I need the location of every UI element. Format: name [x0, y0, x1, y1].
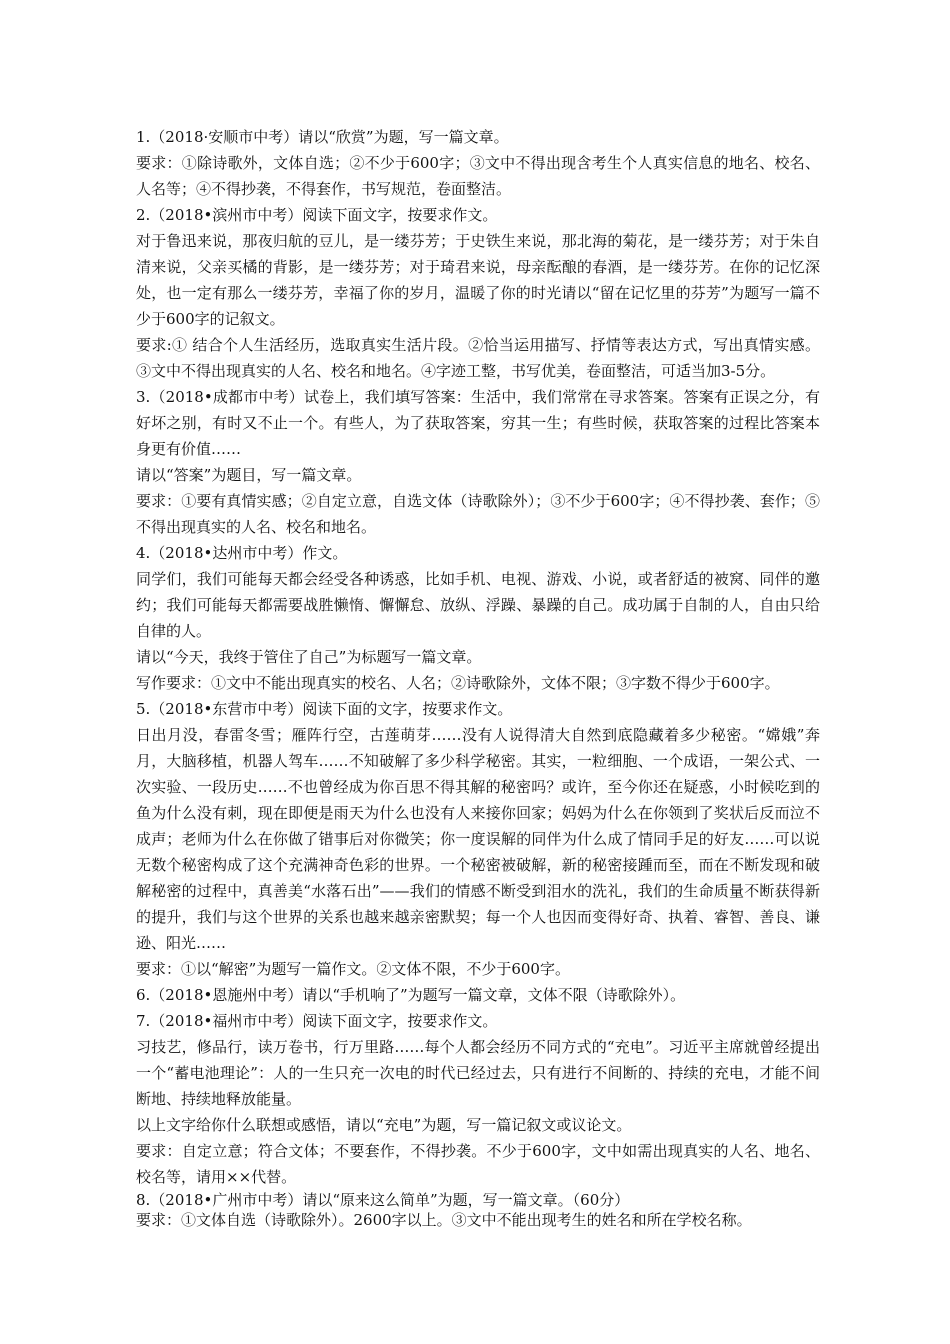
question-2-title: 2.（2018•滨州市中考）阅读下面文字，按要求作文。 [136, 206, 498, 224]
question-1-requirements: 要求：①除诗歌外，文体自选；②不少于600字；③文中不得出现含考生个人真实信息的地名、校名、人名等；④不得抄袭，不得套作，书写规范，卷面整洁。 [136, 154, 820, 198]
question-7-title: 7.（2018•福州市中考）阅读下面文字，按要求作文。 [136, 1012, 498, 1030]
question-4-requirements: 写作要求：①文中不能出现真实的校名、人名；②诗歌除外，文体不限；③字数不得少于600字。 [136, 674, 780, 692]
question-4-title: 4.（2018•达州市中考）作文。 [136, 544, 348, 562]
question-7-material: 习技艺，修品行，读万卷书，行万里路……每个人都会经历不同方式的“充电”。习近平主席就曾经提出一个“蓄电池理论”：人的一生只充一次电的时代已经过去，只有进行不间断的、持续的充电，才能不间断地、持续地释放能量。 [136, 1038, 820, 1108]
question-4-prompt: 请以“今天，我终于管住了自己”为标题写一篇文章。 [136, 648, 482, 666]
question-3-material: 3.（2018•成都市中考）试卷上，我们填写答案：生活中，我们常常在寻求答案。答案有正误之分，有好坏之别，有时又不止一个。有些人，为了获取答案，穷其一生；有些时候，获取答案的过程比答案本身更有价值…… [136, 388, 820, 458]
question-7-requirements: 要求：自定立意；符合文体；不要套作，不得抄袭。不少于600字，文中如需出现真实的人名、地名、校名等，请用××代替。 [136, 1142, 820, 1186]
question-6-title: 6.（2018•恩施州中考）请以“手机响了”为题写一篇文章，文体不限（诗歌除外）。 [136, 986, 686, 1004]
question-8-title: 8.（2018•广州市中考）请以“原来这么简单”为题，写一篇文章。（60分） [136, 1191, 630, 1209]
question-5-material: 日出月没，春雷冬雪；雁阵行空，古莲萌芽……没有人说得清大自然到底隐藏着多少秘密。“嫦娥”奔月，大脑移植，机器人驾车……不知破解了多少科学秘密。其实，一粒细胞、一个成语，一架公式、一次实验、一段历史……不也曾经成为你百思不得其解的秘密吗？或许，至今你还在疑惑，小时候吃到的鱼为什么没有刺，现在即便是雨天为什么也没有人来接你回家；妈妈为什么在你领到了奖状后反而泣不成声；老师为什么在你做了错事后对你微笑；你一度误解的同伴为什么成了情同手足的好友……可以说无数个秘密构成了这个充满神奇色彩的世界。一个秘密被破解，新的秘密接踵而至，而在不断发现和破解秘密的过程中，真善美“水落石出”——我们的情感不断受到泪水的洗礼，我们的生命质量不断获得新的提升，我们与这个世界的关系也越来越亲密默契；每一个人也因而变得好奇、执着、睿智、善良、谦逊、阳光…… [136, 726, 820, 952]
question-3-prompt: 请以“答案”为题目，写一篇文章。 [136, 466, 362, 484]
question-4-material: 同学们，我们可能每天都会经受各种诱惑，比如手机、电视、游戏、小说，或者舒适的被窝、同伴的邀约；我们可能每天都需要战胜懒惰、懈懈怠、放纵、浮躁、暴躁的自己。成功属于自制的人，自由只给自律的人。 [136, 570, 820, 640]
question-1-title: 1.（2018·安顺市中考）请以“欣赏”为题，写一篇文章。 [136, 128, 509, 146]
question-5-title: 5.（2018•东营市中考）阅读下面的文字，按要求作文。 [136, 700, 513, 718]
question-8-requirements: 要求：①文体自选（诗歌除外）。2600字以上。③文中不能出现考生的姓名和所在学校名称。 [136, 1211, 752, 1229]
question-5-requirements: 要求：①以“解密”为题写一篇作文。②文体不限，不少于600字。 [136, 960, 570, 978]
question-7-prompt: 以上文字给你什么联想或感悟，请以“充电”为题，写一篇记叙文或议论文。 [136, 1116, 632, 1134]
question-2-requirements: 要求:① 结合个人生活经历，选取真实生活片段。②恰当运用描写、抒情等表达方式，写出真情实感。③文中不得出现真实的人名、校名和地名。④字迹工整，书写优美，卷面整洁，可适当加3-5分。 [136, 336, 820, 380]
question-2-material: 对于鲁迅来说，那夜归航的豆儿，是一缕芬芳；于史铁生来说，那北海的菊花，是一缕芬芳；对于朱自清来说，父亲买橘的背影，是一缕芬芳；对于琦君来说，母亲酝酿的春酒，是一缕芬芳。在你的记忆深处，也一定有那么一缕芬芳，幸福了你的岁月，温暖了你的时光请以“留在记忆里的芬芳”为题写一篇不少于600字的记叙文。 [136, 232, 820, 328]
document-body [136, 124, 820, 1230]
question-3-requirements: 要求：①要有真情实感；②自定立意，自选文体（诗歌除外）；③不少于600字；④不得抄袭、套作；⑤不得出现真实的人名、校名和地名。 [136, 492, 820, 536]
